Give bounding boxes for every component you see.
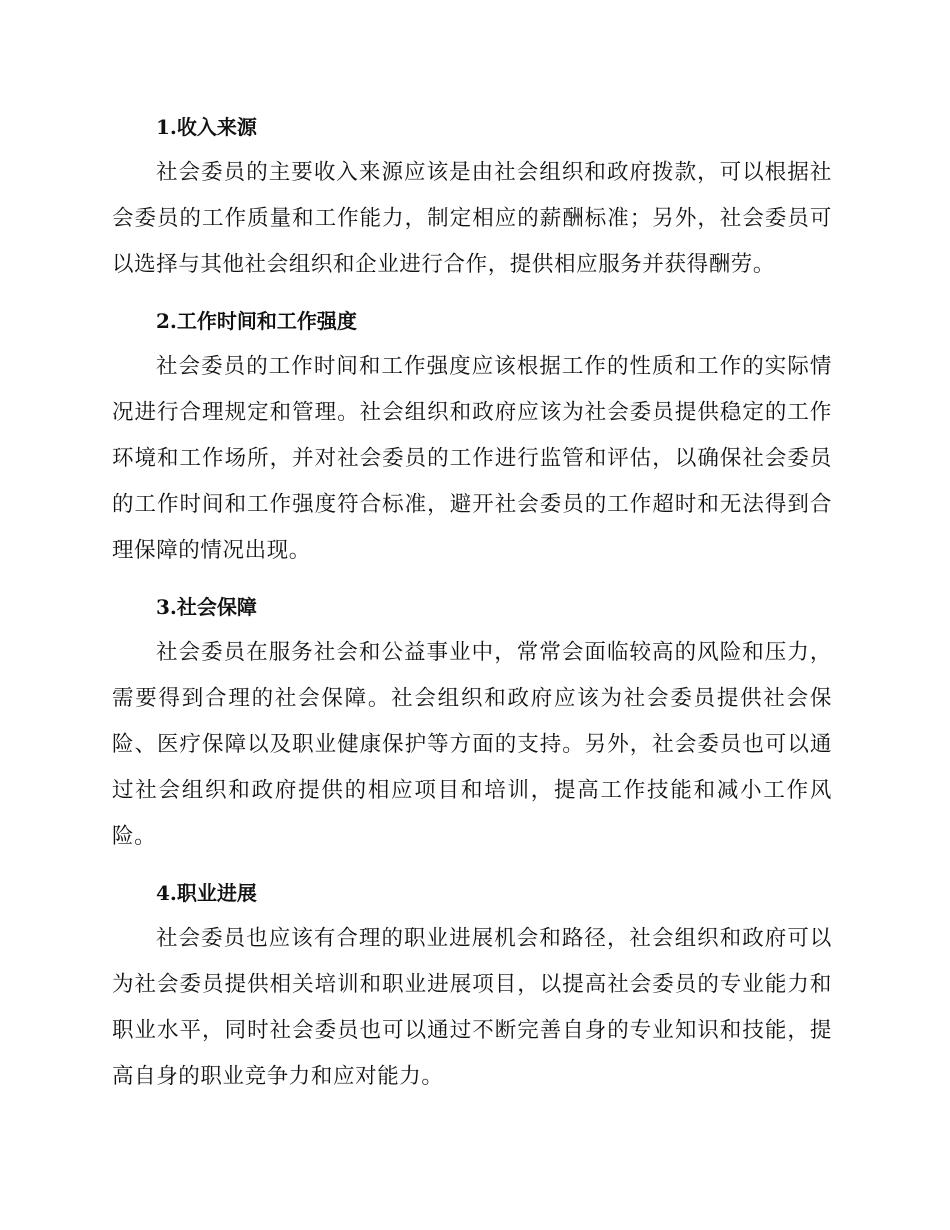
section-paragraph: 社会委员的工作时间和工作强度应该根据工作的性质和工作的实际情况进行合理规定和管理。社会组织和政府应该为社会委员提供稳定的工作环境和工作场所，并对社会委员的工作进行监管和评估，以确保社会委员的工作时间和工作强度符合标准，避开社会委员的工作超时和无法得到合理保障的情况出现。 (112, 354, 832, 563)
section-paragraph: 社会委员的主要收入来源应该是由社会组织和政府拨款，可以根据社会委员的工作质量和工作能力，制定相应的薪酬标准；另外，社会委员可以选择与其他社会组织和企业进行合作，提供相应服务并获得酬劳。 (112, 160, 832, 277)
section-career-development (112, 870, 832, 1100)
document-body (112, 104, 832, 1110)
section-paragraph: 社会委员在服务社会和公益事业中，常常会面临较高的风险和压力，需要得到合理的社会保障。社会组织和政府应该为社会委员提供社会保险、医疗保障以及职业健康保护等方面的支持。另外，社会委员也可以通过社会组织和政府提供的相应项目和培训，提高工作技能和减小工作风险。 (112, 640, 832, 849)
section-social-security (112, 584, 832, 860)
section-working-hours (112, 298, 832, 574)
section-heading: 2.工作时间和工作强度 (156, 309, 357, 333)
section-heading: 1.收入来源 (156, 115, 257, 139)
section-heading: 3.社会保障 (156, 595, 257, 619)
section-income-source (112, 104, 832, 288)
section-paragraph: 社会委员也应该有合理的职业进展机会和路径，社会组织和政府可以为社会委员提供相关培训和职业进展项目，以提高社会委员的专业能力和职业水平，同时社会委员也可以通过不断完善自身的专业知识和技能，提高自身的职业竞争力和应对能力。 (112, 926, 832, 1089)
section-heading: 4.职业进展 (156, 881, 257, 905)
